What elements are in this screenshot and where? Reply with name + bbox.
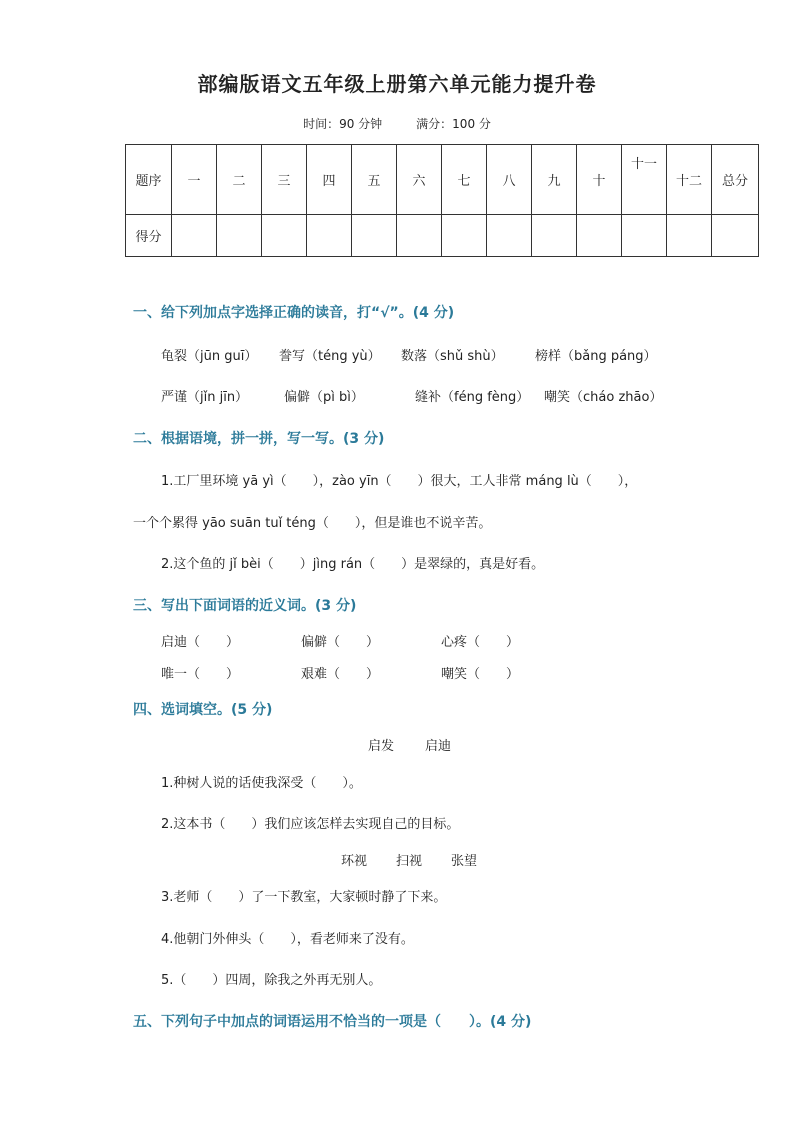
s1-option: 缝补（féng fèng） (415, 390, 530, 405)
score-cell[interactable] (442, 215, 487, 257)
section-3-heading: 三、写出下面词语的近义词。(3 分) (133, 598, 357, 614)
score-cell[interactable] (487, 215, 532, 257)
header-cell: 八 (487, 145, 532, 215)
s2-line-2: 一个个累得 yāo suān tuǐ téng（ ），但是谁也不说辛苦。 (133, 516, 492, 531)
header-total: 总分 (712, 145, 759, 215)
score-cell[interactable] (172, 215, 217, 257)
s1-option: 偏僻（pì bì） (284, 390, 364, 405)
s4-question-5: 5.（ ）四周，除我之外再无别人。 (161, 973, 382, 988)
section-1-heading: 一、给下列加点字选择正确的读音，打“√”。(4 分) (133, 305, 455, 321)
exam-meta (0, 115, 794, 132)
s3-item: 启迪（ ） (161, 635, 240, 650)
s4-word-option: 启迪 (425, 739, 452, 754)
s4-word-option: 启发 (368, 739, 395, 754)
s1-option: 龟裂（jūn guī） (161, 349, 258, 364)
s3-item: 艰难（ ） (301, 667, 380, 682)
row-label-score: 得分 (126, 215, 172, 257)
s1-option: 严谨（jǐn jīn） (161, 390, 249, 405)
section-2-heading: 二、根据语境，拼一拼，写一写。(3 分) (133, 431, 385, 447)
section-4-heading: 四、选词填空。(5 分) (133, 702, 273, 718)
header-cell: 七 (442, 145, 487, 215)
s1-option: 榜样（bǎng páng） (535, 349, 657, 364)
header-cell: 五 (352, 145, 397, 215)
exam-full-score: 满分：100 分 (416, 117, 491, 131)
header-cell: 十一 (622, 145, 667, 215)
s4-question-4: 4.他朝门外伸头（ ），看老师来了没有。 (161, 932, 414, 947)
section-5-heading: 五、下列句子中加点的词语运用不恰当的一项是（ ）。(4 分) (133, 1014, 532, 1030)
header-cell: 九 (532, 145, 577, 215)
s2-line-1: 1.工厂里环境 yā yì（ ），zào yīn（ ）很大，工人非常 máng lù（ ）， (161, 474, 638, 489)
s2-line-3: 2.这个鱼的 jǐ bèi（ ）jìng rán（ ）是翠绿的，真是好看。 (161, 557, 545, 572)
s4-word-option: 扫视 (396, 854, 423, 869)
s3-item: 唯一（ ） (161, 667, 240, 682)
score-cell[interactable] (532, 215, 577, 257)
s3-item: 嘲笑（ ） (441, 667, 520, 682)
s4-word-option: 张望 (451, 854, 478, 869)
s1-option: 嘲笑（cháo zhāo） (544, 390, 663, 405)
header-cell: 十 (577, 145, 622, 215)
score-cell-total[interactable] (712, 215, 759, 257)
exam-time: 时间：90 分钟 (303, 117, 383, 131)
header-cell: 六 (397, 145, 442, 215)
s4-question-1: 1.种树人说的话使我深受（ ）。 (161, 776, 362, 791)
s1-option: 誊写（téng yù） (279, 349, 381, 364)
score-cell[interactable] (352, 215, 397, 257)
header-cell: 一 (172, 145, 217, 215)
score-table (125, 144, 759, 257)
score-cell[interactable] (667, 215, 712, 257)
s3-item: 心疼（ ） (441, 635, 520, 650)
page-title: 部编版语文五年级上册第六单元能力提升卷 (197, 72, 597, 96)
s4-word-option: 环视 (341, 854, 368, 869)
score-cell[interactable] (577, 215, 622, 257)
s3-item: 偏僻（ ） (301, 635, 380, 650)
s4-question-2: 2.这本书（ ）我们应该怎样去实现自己的目标。 (161, 817, 460, 832)
s4-question-3: 3.老师（ ）了一下教室，大家顿时静了下来。 (161, 890, 447, 905)
header-cell: 四 (307, 145, 352, 215)
score-cell[interactable] (622, 215, 667, 257)
header-cell: 十二 (667, 145, 712, 215)
row-label-order: 题序 (126, 145, 172, 215)
header-cell: 二 (217, 145, 262, 215)
score-cell[interactable] (307, 215, 352, 257)
score-cell[interactable] (217, 215, 262, 257)
score-cell[interactable] (397, 215, 442, 257)
header-cell: 三 (262, 145, 307, 215)
s1-option: 数落（shǔ shù） (401, 349, 504, 364)
score-cell[interactable] (262, 215, 307, 257)
